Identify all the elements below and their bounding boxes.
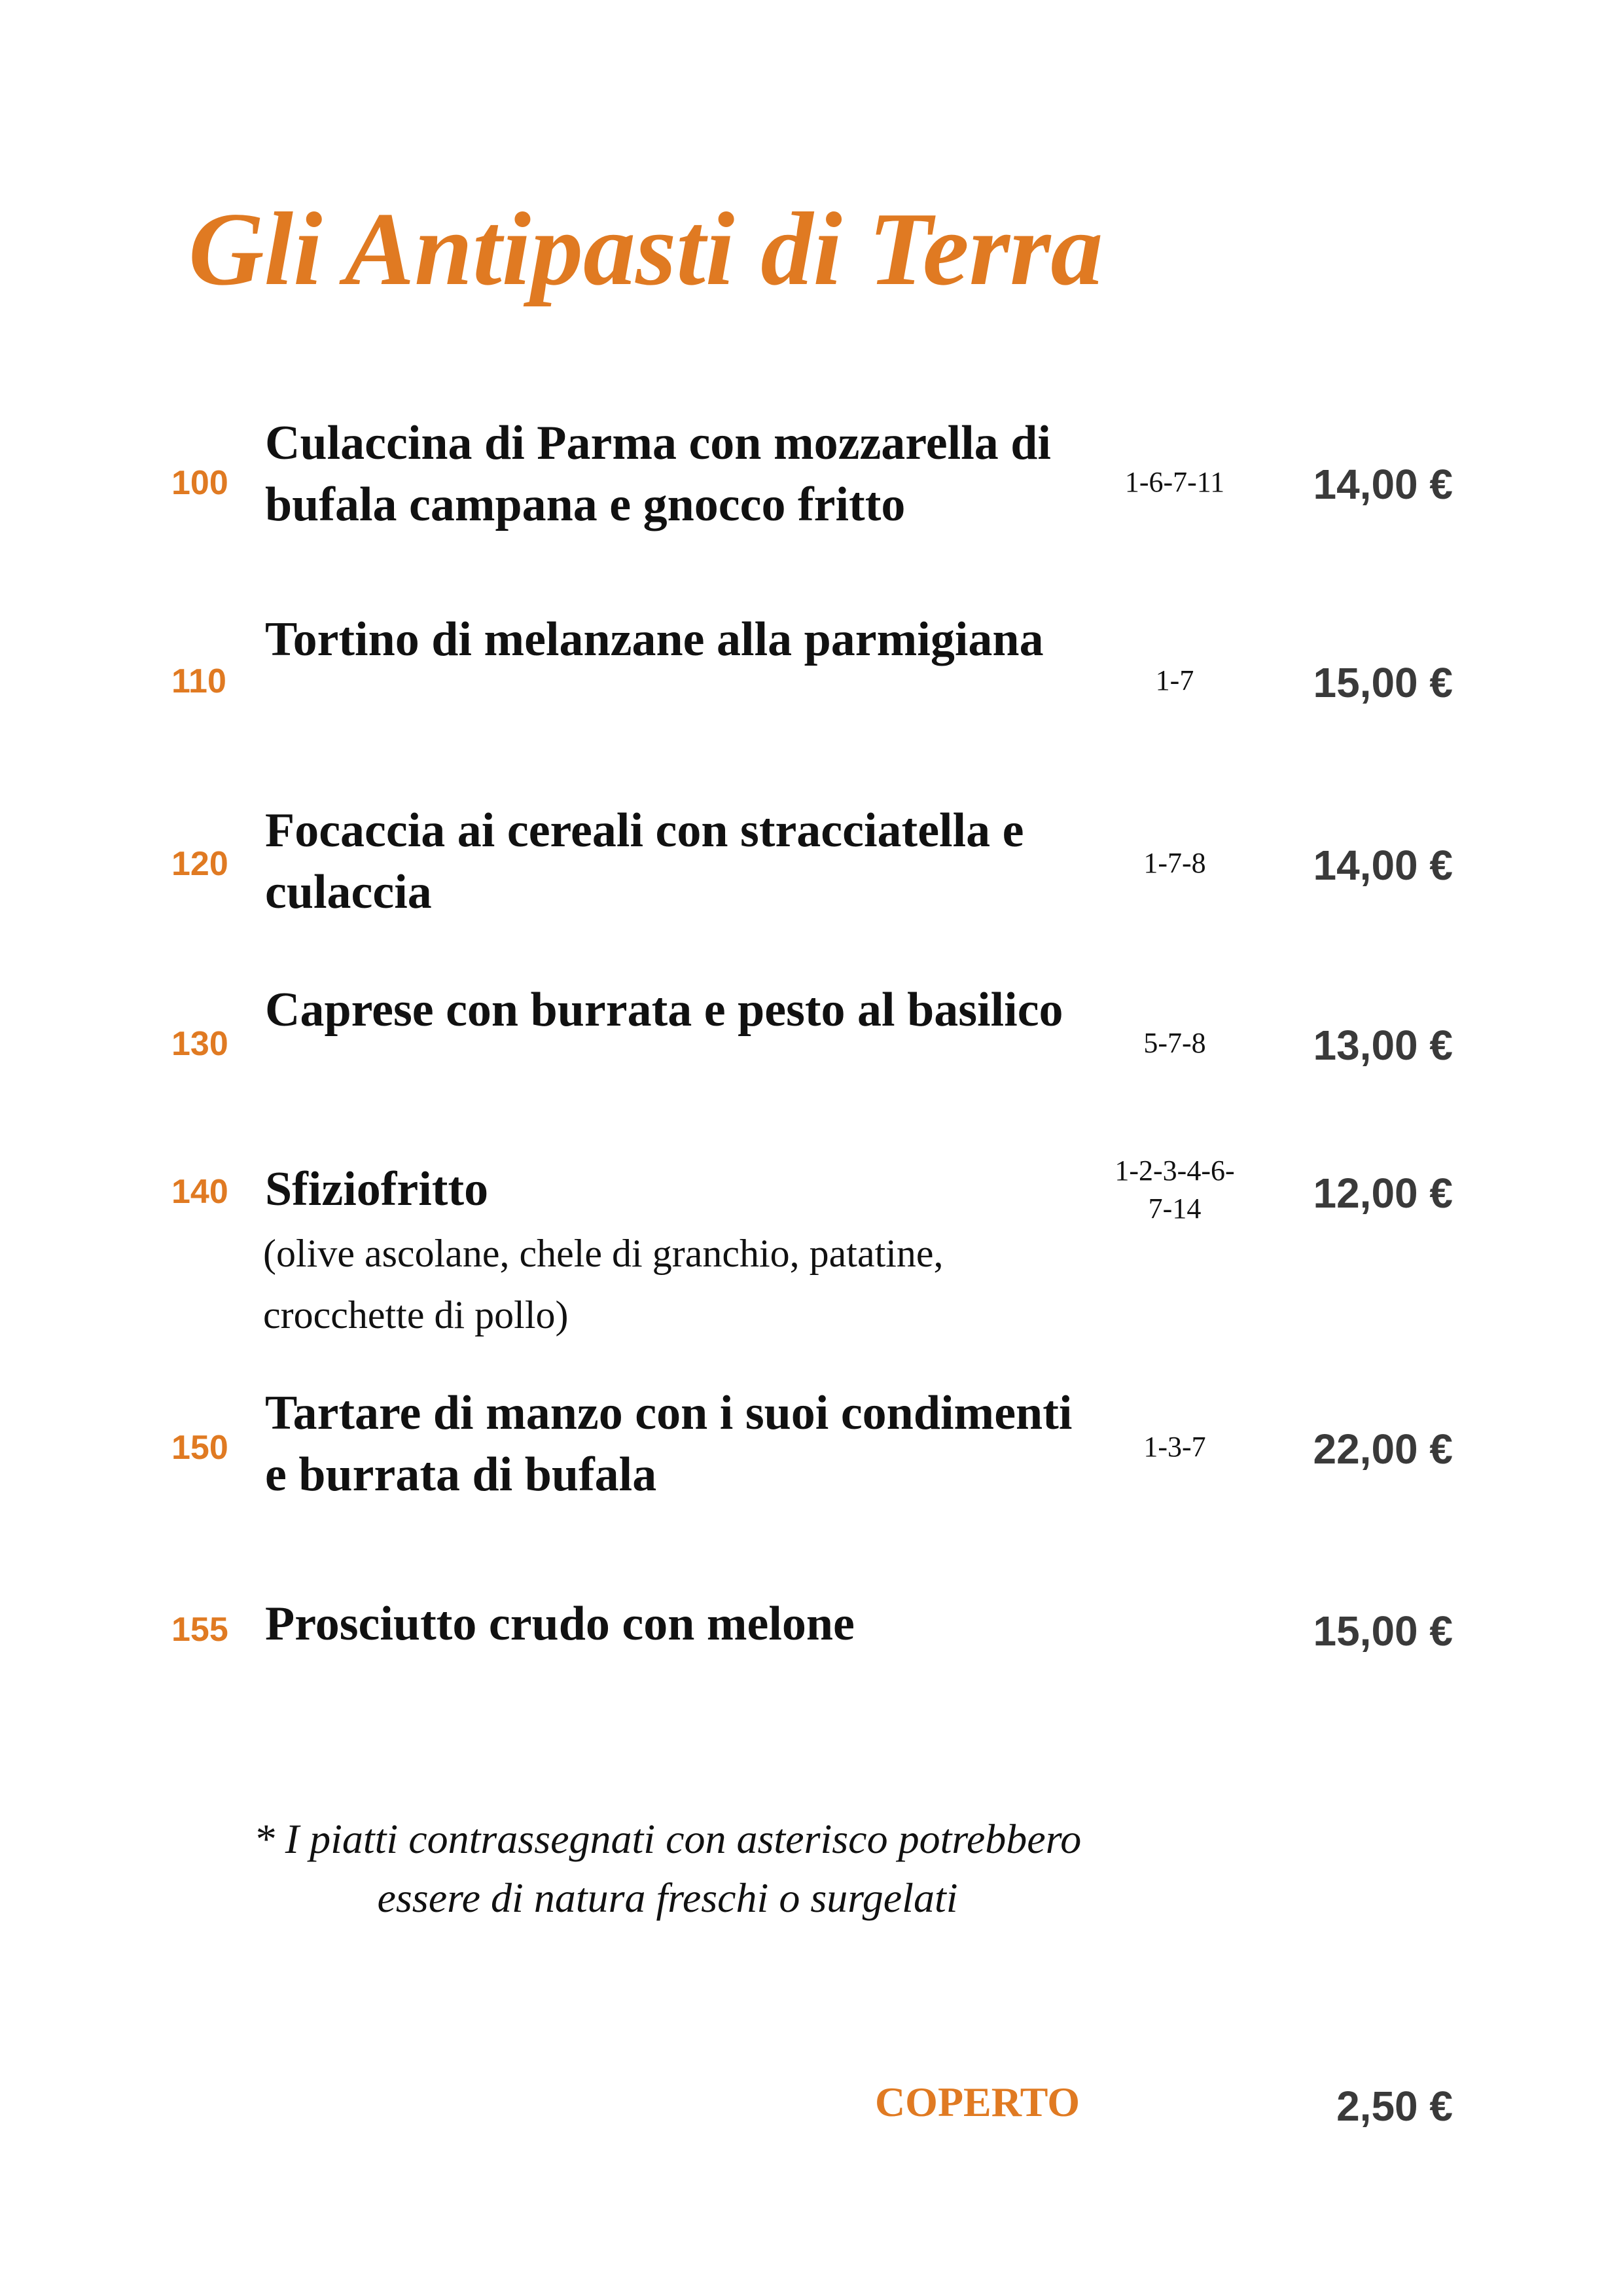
item-allergens: 1-6-7-11 xyxy=(1124,466,1225,498)
item-price: 13,00 € xyxy=(1313,1022,1453,1069)
item-price: 12,00 € xyxy=(1313,1170,1453,1217)
item-name: Tartare di manzo con i suoi condimenti e burrata di bufala xyxy=(265,1386,1073,1501)
item-name: Focaccia ai cereali con stracciatella e culaccia xyxy=(265,804,1024,919)
coperto-price: 2,50 € xyxy=(1336,2083,1453,2130)
item-name: Caprese con burrata e pesto al basilico xyxy=(265,983,1063,1037)
item-name: Sfiziofritto xyxy=(265,1162,489,1216)
item-allergens: 1-7 xyxy=(1155,664,1194,696)
item-price: 15,00 € xyxy=(1313,659,1453,706)
frozen-items-note: * I piatti contrassegnati con asterisco potrebbero essere di natura freschi o surgelati xyxy=(253,1816,1082,1921)
item-number: 150 xyxy=(171,1429,228,1467)
page-title: Gli Antipasti di Terra xyxy=(188,190,1103,307)
item-number: 120 xyxy=(171,845,228,883)
item-price: 22,00 € xyxy=(1313,1426,1453,1473)
item-price: 14,00 € xyxy=(1313,461,1453,508)
item-price: 15,00 € xyxy=(1313,1607,1453,1655)
item-description: (olive ascolane, chele di granchio, patatine, crocchette di pollo) xyxy=(263,1232,944,1336)
item-name: Culaccina di Parma con mozzarella di bufala campana e gnocco fritto xyxy=(265,416,1051,531)
item-allergens: 1-3-7 xyxy=(1143,1431,1206,1463)
item-number: 100 xyxy=(171,464,228,502)
item-allergens: 5-7-8 xyxy=(1143,1027,1206,1059)
item-number: 140 xyxy=(171,1173,228,1211)
coperto-label: COPERTO xyxy=(874,2079,1080,2125)
item-number: 110 xyxy=(171,662,226,700)
item-allergens: 1-2-3-4-6-7-14 xyxy=(1115,1155,1235,1225)
item-name: Tortino di melanzane alla parmigiana xyxy=(265,613,1044,666)
item-number: 130 xyxy=(171,1025,228,1063)
item-number: 155 xyxy=(171,1611,228,1649)
item-name: Prosciutto crudo con melone xyxy=(265,1597,855,1651)
item-allergens: 1-7-8 xyxy=(1143,847,1206,879)
item-price: 14,00 € xyxy=(1313,842,1453,889)
